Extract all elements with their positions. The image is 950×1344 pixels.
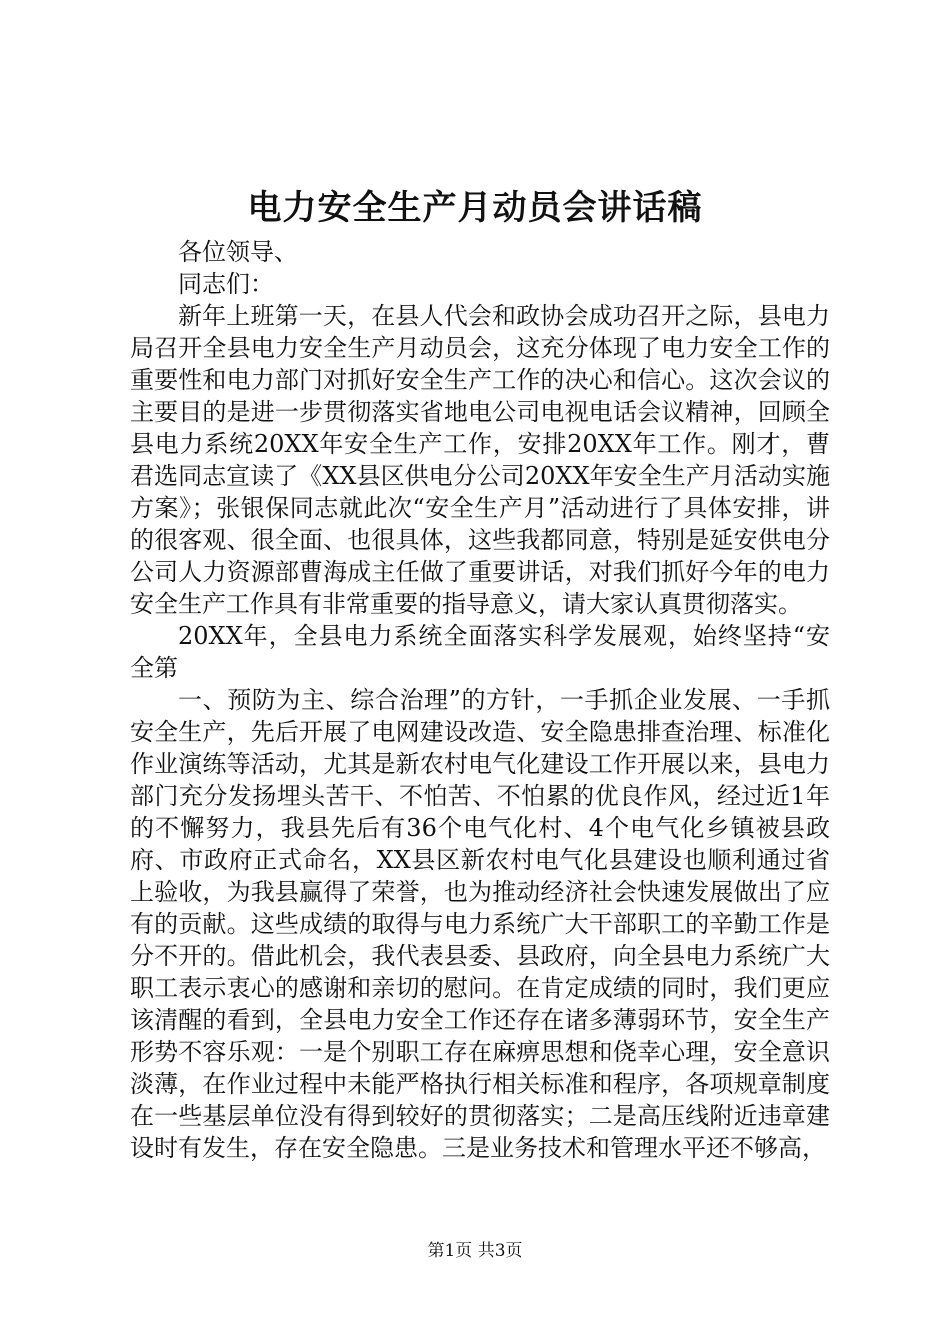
- document-title: 电力安全生产月动员会讲话稿: [247, 188, 703, 228]
- paragraph-review-start: 20XX年，全县电力系统全面落实科学发展观，始终坚持“安全第: [130, 622, 830, 682]
- document-body: [130, 236, 830, 1164]
- page-number-footer: 第1页 共3页: [427, 1241, 523, 1261]
- paragraph-opening: 新年上班第一天，在县人代会和政协会成功召开之际，县电力局召开全县电力安全生产月动员会，这充分体现了电力安全工作的重要性和电力部门对抓好安全生产工作的决心和信心。这次会议的主要目的是进一步贯彻落实省地电公司电视电话会议精神，回顾全县电力系统20XX年安全生产工作，安排20XX年工作。刚才，曹君选同志宣读了《XX县区供电分公司20XX年安全生产月活动实施方案》；张银保同志就此次“安全生产月”活动进行了具体安排，讲的很客观、很全面、也很具体，这些我都同意，特别是延安供电分公司人力资源部曹海成主任做了重要讲话，对我们抓好今年的电力安全生产工作具有非常重要的指导意义，请大家认真贯彻落实。: [130, 302, 830, 618]
- salutation-leaders: 各位领导、: [178, 238, 298, 266]
- salutation-comrades: 同志们：: [178, 270, 274, 298]
- paragraph-review-continued: 一、预防为主、综合治理”的方针，一手抓企业发展、一手抓安全生产，先后开展了电网建设改造、安全隐患排查治理、标准化作业演练等活动，尤其是新农村电气化建设工作开展以来，县电力部门充分发扬埋头苦干、不怕苦、不怕累的优良作风，经过近1年的不懈努力，我县先后有36个电气化村、4个电气化乡镇被县政府、市政府正式命名，XX县区新农村电气化县建设也顺利通过省上验收，为我县赢得了荣誉，也为推动经济社会快速发展做出了应有的贡献。这些成绩的取得与电力系统广大干部职工的辛勤工作是分不开的。借此机会，我代表县委、县政府，向全县电力系统广大职工表示衷心的感谢和亲切的慰问。在肯定成绩的同时，我们更应该清醒的看到，全县电力安全工作还存在诸多薄弱环节，安全生产形势不容乐观：一是个别职工存在麻痹思想和侥幸心理，安全意识淡薄，在作业过程中未能严格执行相关标准和程序，各项规章制度在一些基层单位没有得到较好的贯彻落实；二是高压线附近违章建设时有发生，存在安全隐患。三是业务技术和管理水平还不够高，: [130, 686, 830, 1162]
